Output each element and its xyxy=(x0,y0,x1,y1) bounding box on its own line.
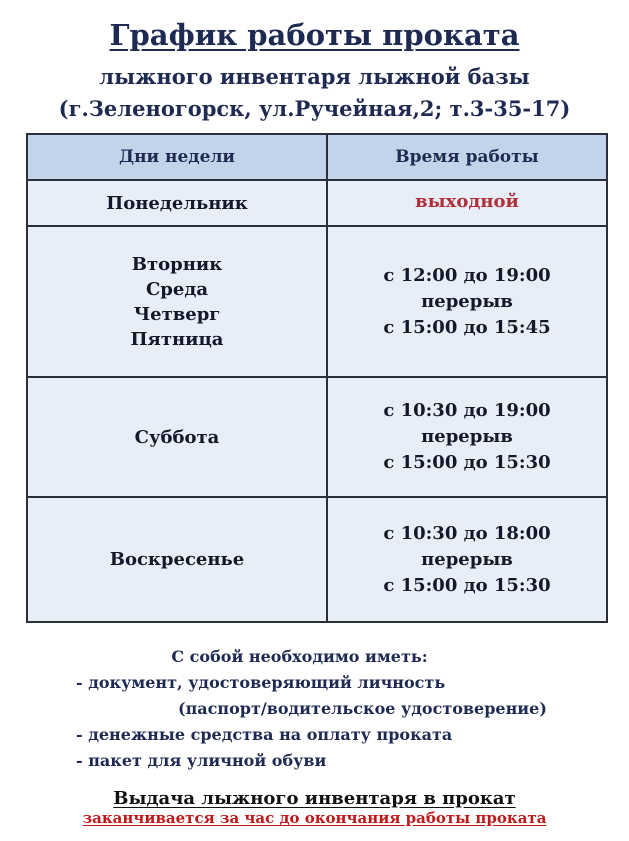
day-label: Суббота xyxy=(134,426,220,448)
title-text: График работы проката xyxy=(109,18,520,52)
column-header-hours: Время работы xyxy=(327,134,607,180)
footer-warning: заканчивается за час до окончания работы проката xyxy=(82,809,547,827)
schedule-table xyxy=(26,133,608,623)
requirements-notes xyxy=(0,647,629,770)
page-title xyxy=(0,18,629,52)
hours-range: с 10:30 до 19:00 xyxy=(383,400,551,422)
break-label: перерыв xyxy=(421,426,513,448)
days-cell xyxy=(27,377,327,497)
hours-range: с 10:30 до 18:00 xyxy=(383,522,551,544)
break-label: перерыв xyxy=(421,548,513,570)
days-cell xyxy=(27,180,327,226)
hours-cell xyxy=(327,497,607,622)
hours-range: с 12:00 до 19:00 xyxy=(383,264,551,286)
day-label: Среда xyxy=(145,278,209,300)
break-range: с 15:00 до 15:30 xyxy=(383,452,551,474)
notes-heading: С собой необходимо иметь: xyxy=(171,647,428,666)
hours-cell xyxy=(327,377,607,497)
hours-cell xyxy=(327,226,607,377)
day-label: Четверг xyxy=(133,303,221,325)
break-range: с 15:00 до 15:30 xyxy=(383,574,551,596)
break-range: с 15:00 до 15:45 xyxy=(383,316,551,338)
day-label: Вторник xyxy=(131,253,223,275)
days-cell xyxy=(27,226,327,377)
days-cell xyxy=(27,497,327,622)
list-item: - денежные средства на оплату проката xyxy=(76,725,453,744)
list-item: - пакет для уличной обуви xyxy=(76,751,327,770)
subtitle-line1: лыжного инвентаря лыжной базы xyxy=(99,64,530,89)
day-label: Воскресенье xyxy=(109,549,245,571)
footer-notice: Выдача лыжного инвентаря в прокат xyxy=(113,788,516,809)
list-item: - документ, удостоверяющий личность xyxy=(76,673,446,692)
subtitle-line2: (г.Зеленогорск, ул.Ручейная,2; т.3-35-17) xyxy=(58,96,571,121)
day-off-label: выходной xyxy=(415,190,519,212)
list-item: (паспорт/водительское удостоверение) xyxy=(178,699,547,718)
table-header-row xyxy=(27,134,607,180)
table-row xyxy=(27,180,607,226)
table-row xyxy=(27,497,607,622)
table-row xyxy=(27,226,607,377)
day-label: Понедельник xyxy=(106,192,248,214)
table-row xyxy=(27,377,607,497)
hours-cell xyxy=(327,180,607,226)
column-header-days: Дни недели xyxy=(27,134,327,180)
day-label: Пятница xyxy=(130,328,224,350)
break-label: перерыв xyxy=(421,290,513,312)
